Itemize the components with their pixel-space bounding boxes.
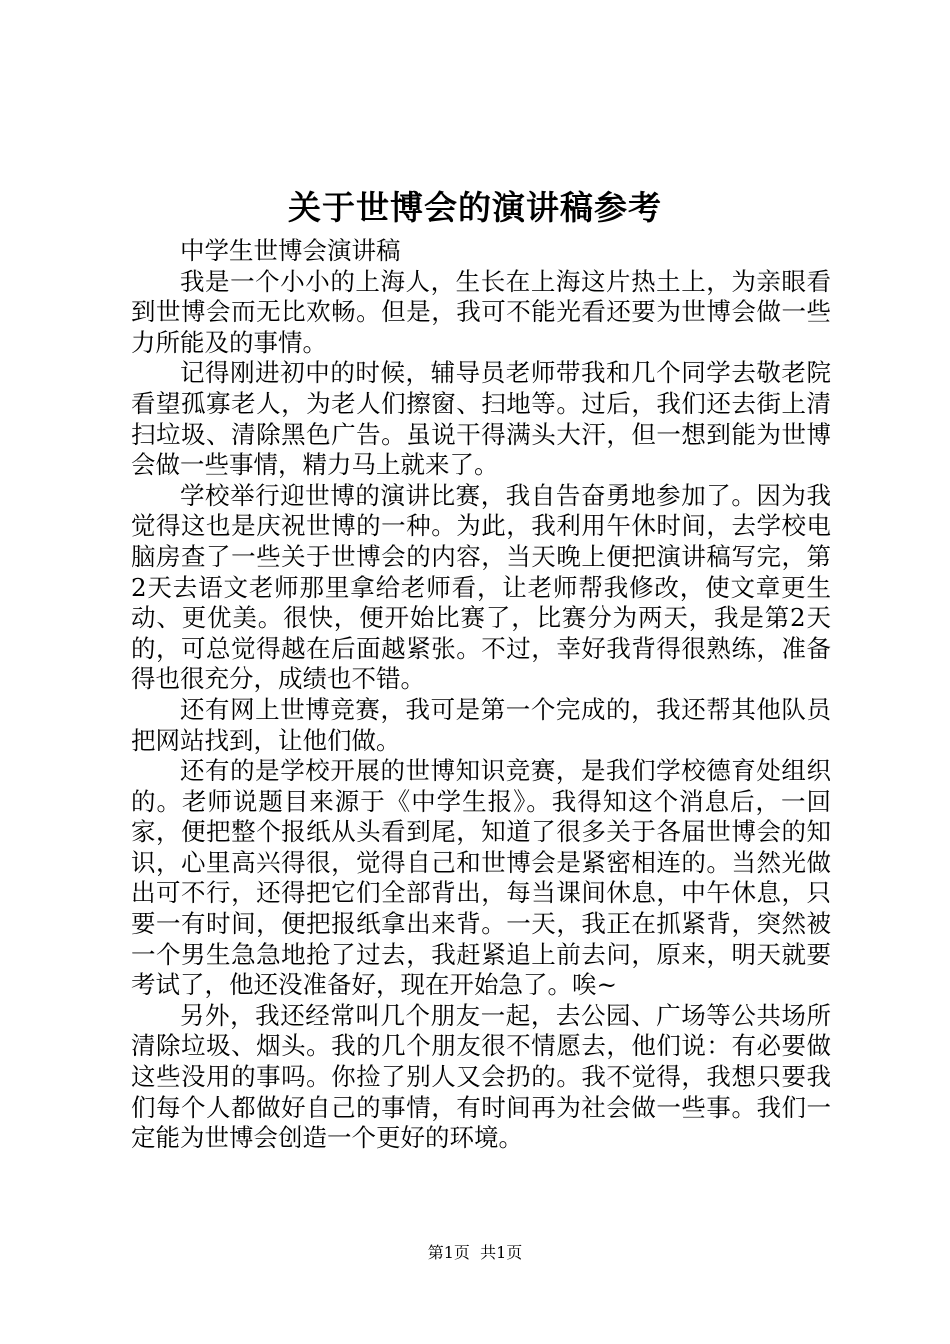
paragraph: 另外，我还经常叫几个朋友一起，去公园、广场等公共场所清除垃圾、烟头。我的几个朋友很不情愿去，他们说：有必要做这些没用的事吗。你捡了别人又会扔的。我不觉得，我想只要我们每个人都做好自己的事情，有时间再为社会做一些事。我们一定能为世博会创造一个更好的环境。 xyxy=(131,1000,831,1153)
paragraph: 记得刚进初中的时候，辅导员老师带我和几个同学去敬老院看望孤寡老人，为老人们擦窗、扫地等。过后，我们还去街上清扫垃圾、清除黑色广告。虽说干得满头大汗，但一想到能为世博会做一些事情，精力马上就来了。 xyxy=(131,358,831,480)
paragraph-subtitle: 中学生世博会演讲稿 xyxy=(180,236,401,265)
document-body xyxy=(131,236,831,1154)
paragraph: 还有的是学校开展的世博知识竞赛，是我们学校德育处组织的。老师说题目来源于《中学生报》。我得知这个消息后，一回家，便把整个报纸从头看到尾，知道了很多关于各届世博会的知识，心里高兴得很，觉得自己和世博会是紧密相连的。当然光做出可不行，还得把它们全部背出，每当课间休息，中午休息，只要一有时间，便把报纸拿出来背。一天，我正在抓紧背，突然被一个男生急急地抢了过去，我赶紧追上前去问，原来，明天就要考试了，他还没准备好，现在开始急了。唉~ xyxy=(131,756,831,1000)
paragraph: 我是一个小小的上海人，生长在上海这片热土上，为亲眼看到世博会而无比欢畅。但是，我可不能光看还要为世博会做一些力所能及的事情。 xyxy=(131,266,831,357)
paragraph: 还有网上世博竞赛，我可是第一个完成的，我还帮其他队员把网站找到，让他们做。 xyxy=(131,694,831,755)
document-title: 关于世博会的演讲稿参考 xyxy=(288,188,662,227)
paragraph: 学校举行迎世博的演讲比赛，我自告奋勇地参加了。因为我觉得这也是庆祝世博的一种。为此，我利用午休时间，去学校电脑房查了一些关于世博会的内容，当天晚上便把演讲稿写完，第2天去语文老师那里拿给老师看，让老师帮我修改，使文章更生动、更优美。很快，便开始比赛了，比赛分为两天，我是第2天的，可总觉得越在后面越紧张。不过，幸好我背得很熟练，准备得也很充分，成绩也不错。 xyxy=(131,480,831,694)
page-number-footer: 第1页 共1页 xyxy=(427,1243,523,1262)
